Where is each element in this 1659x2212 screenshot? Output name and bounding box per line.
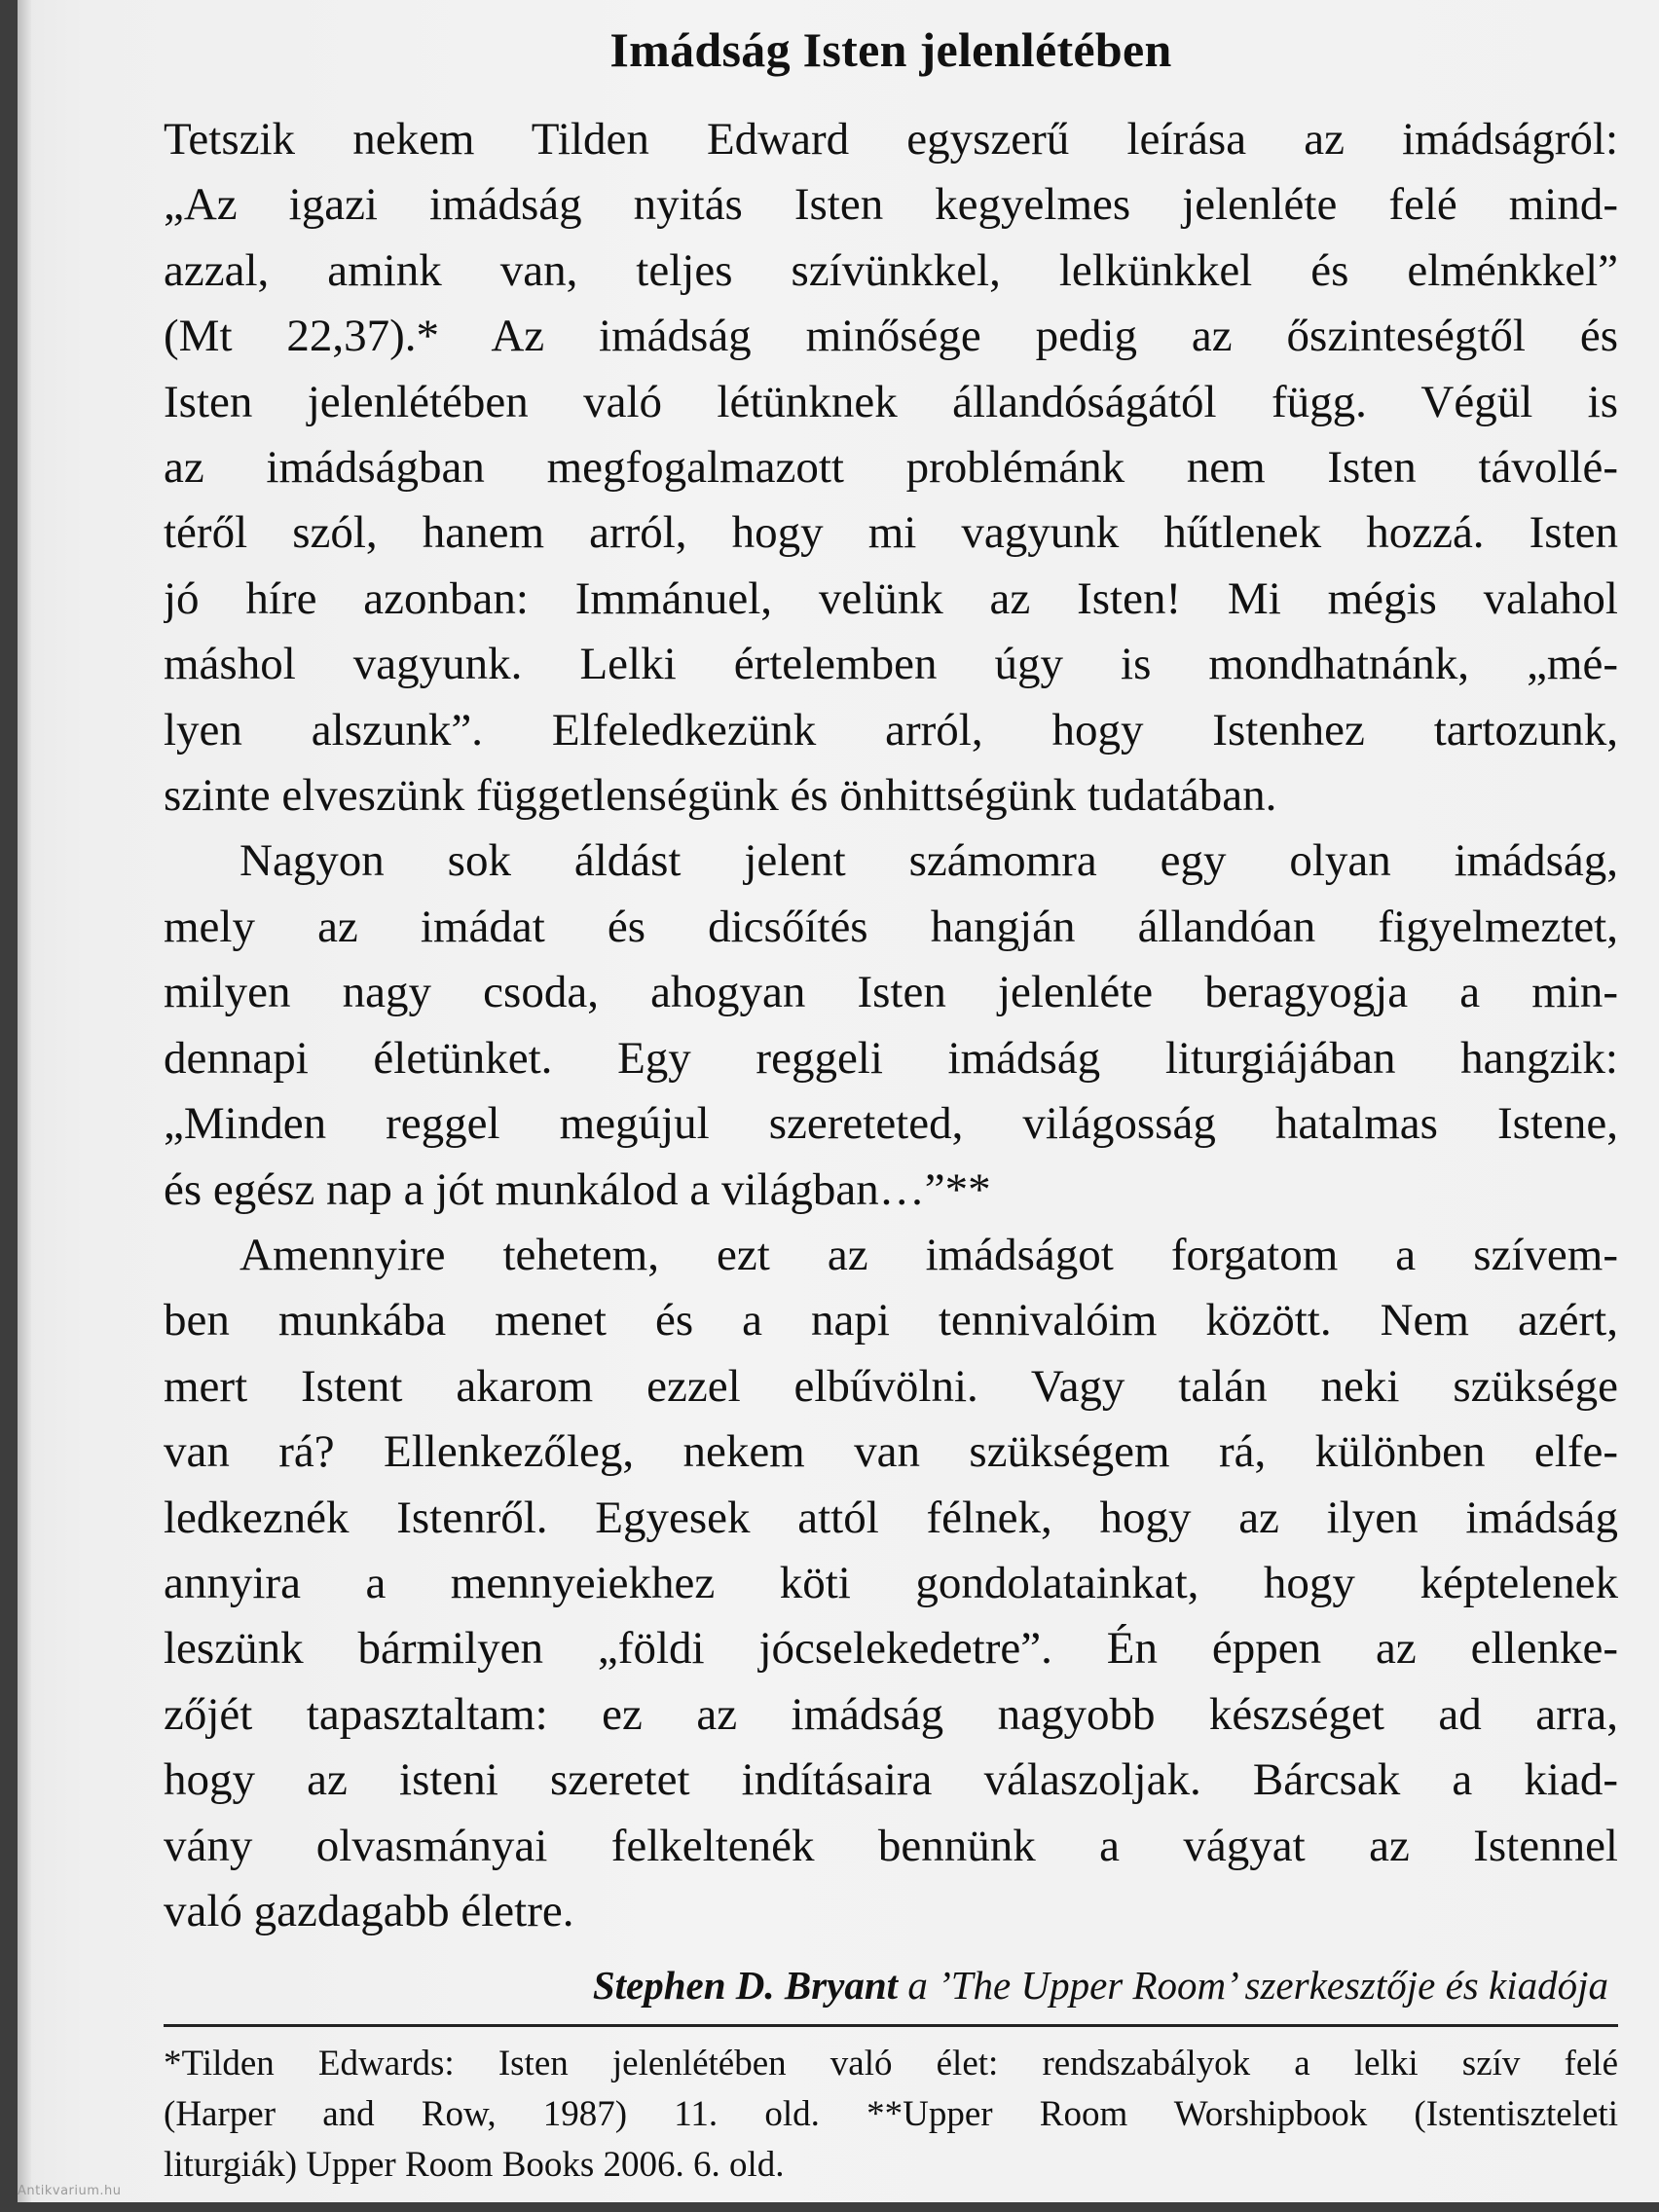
text-line	[164, 895, 1618, 960]
text-line-content: Nagyon sok áldást jelent számomra egy olyan imádság,	[240, 835, 1618, 887]
text-line-content: szinte elveszünk függetlenségünk és önhittségünk tudatában.	[164, 770, 1277, 822]
text-line-content: lyen alszunk”. Elfeledkezünk arról, hogy Istenhez tartozunk,	[164, 704, 1618, 756]
text-line-content: annyira a mennyeiekhez köti gondolatainkat, hogy képtelenek	[164, 1557, 1618, 1608]
text-line-content: Isten jelenlétében való létünknek állandóságától függ. Végül is	[164, 376, 1618, 427]
text-line-content: milyen nagy csoda, ahogyan Isten jelenléte beragyogja a min-	[164, 967, 1618, 1018]
text-line-content: „Minden reggel megújul szereteted, világosság hatalmas Istene,	[164, 1098, 1618, 1150]
text-line	[164, 1486, 1618, 1551]
text-line-content: mely az imádat és dicsőítés hangján állandóan figyelmeztet,	[164, 901, 1618, 952]
text-line-content: Amennyire tehetem, ezt az imádságot forgatom a szívem-	[240, 1229, 1618, 1280]
page-content	[164, 18, 1618, 2191]
text-line	[164, 1419, 1618, 1485]
text-line-content: dennapi életünket. Egy reggeli imádság liturgiájában hangzik:	[164, 1032, 1618, 1084]
signature	[164, 1956, 1618, 2014]
text-line	[164, 1551, 1618, 1616]
text-line-content: ledkeznék Istenről. Egyesek attól félnek, hogy az ilyen imádság	[164, 1492, 1618, 1543]
text-line	[164, 1616, 1618, 1681]
text-line-content: hogy az isteni szeretet indításaira válaszoljak. Bárcsak a kiad-	[164, 1754, 1618, 1806]
text-line	[164, 763, 1618, 829]
signature-author: Stephen D. Bryant	[592, 1963, 899, 2009]
text-line	[164, 1814, 1618, 1879]
text-line	[164, 632, 1618, 697]
text-line	[164, 1026, 1618, 1091]
text-line	[164, 1879, 1618, 1944]
text-line	[164, 1223, 1618, 1288]
text-line-content: vány olvasmányai felkeltenék bennünk a vágyat az Istennel	[164, 1820, 1618, 1871]
text-line-content: máshol vagyunk. Lelki értelemben úgy is mondhatnánk, „mé-	[164, 639, 1618, 690]
text-line	[164, 829, 1618, 894]
article-body	[164, 107, 1618, 1944]
text-line	[164, 172, 1618, 238]
text-line	[164, 239, 1618, 304]
text-line	[164, 370, 1618, 435]
text-line-content: való gazdagabb életre.	[164, 1885, 574, 1936]
footnote-line	[164, 2039, 1618, 2089]
page-edge-shadow	[18, 0, 31, 2202]
text-line-content: jó híre azonban: Immánuel, velünk az Isten! Mi mégis valahol	[164, 572, 1618, 624]
footnote-line	[164, 2140, 1618, 2191]
text-line	[164, 1748, 1618, 1813]
text-line	[164, 435, 1618, 500]
text-line-content: az imádságban megfogalmazott problémánk nem Isten távollé-	[164, 442, 1618, 494]
text-line-content: leszünk bármilyen „földi jócselekedetre”. Én éppen az ellenke-	[164, 1623, 1618, 1675]
text-line	[164, 107, 1618, 172]
signature-role: a ’The Upper Room’ szerkesztője és kiadója	[898, 1963, 1608, 2009]
text-line-content: mert Istent akarom ezzel elbűvölni. Vagy talán neki szüksége	[164, 1360, 1618, 1412]
watermark-text: Antikvarium.hu	[18, 2184, 122, 2198]
text-line-content: ben munkába menet és a napi tennivalóim között. Nem azért,	[164, 1295, 1618, 1346]
text-line	[164, 567, 1618, 632]
book-page	[18, 0, 1659, 2202]
footnote-line-content: liturgiák) Upper Room Books 2006. 6. old.	[164, 2145, 785, 2186]
text-line-content: Tetszik nekem Tilden Edward egyszerű leírása az imádságról:	[164, 114, 1618, 165]
text-line-content: azzal, amink van, teljes szívünkkel, lelkünkkel és elménkkel”	[164, 244, 1618, 296]
text-line-content: téről szól, hanem arról, hogy mi vagyunk hűtlenek hozzá. Isten	[164, 507, 1618, 559]
text-line	[164, 500, 1618, 566]
text-line	[164, 1682, 1618, 1748]
text-line-content: zőjét tapasztaltam: ez az imádság nagyobb készséget ad arra,	[164, 1688, 1618, 1740]
footnote-line-content: *Tilden Edwards: Isten jelenlétében való élet: rendszabályok a lelki szív felé	[164, 2044, 1618, 2084]
text-line-content: „Az igazi imádság nyitás Isten kegyelmes jelenléte felé mind-	[164, 179, 1618, 231]
text-line	[164, 698, 1618, 763]
text-line	[164, 1288, 1618, 1353]
text-line-content: (Mt 22,37).* Az imádság minősége pedig az őszinteségtől és	[164, 311, 1618, 362]
text-line	[164, 1158, 1618, 1223]
text-line	[164, 304, 1618, 369]
text-line	[164, 960, 1618, 1025]
text-line-content: és egész nap a jót munkálod a világban…”**	[164, 1163, 991, 1215]
text-line	[164, 1354, 1618, 1419]
footnote-divider	[164, 2024, 1618, 2027]
footnote-line-content: (Harper and Row, 1987) 11. old. **Upper Room Worshipbook (Istentiszteleti	[164, 2094, 1618, 2135]
page-title: Imádság Isten jelenlétében	[609, 22, 1172, 77]
footnotes	[164, 2039, 1618, 2191]
footnote-line	[164, 2089, 1618, 2140]
text-line-content: van rá? Ellenkezőleg, nekem van szükségem rá, különben elfe-	[164, 1426, 1618, 1478]
text-line	[164, 1091, 1618, 1157]
